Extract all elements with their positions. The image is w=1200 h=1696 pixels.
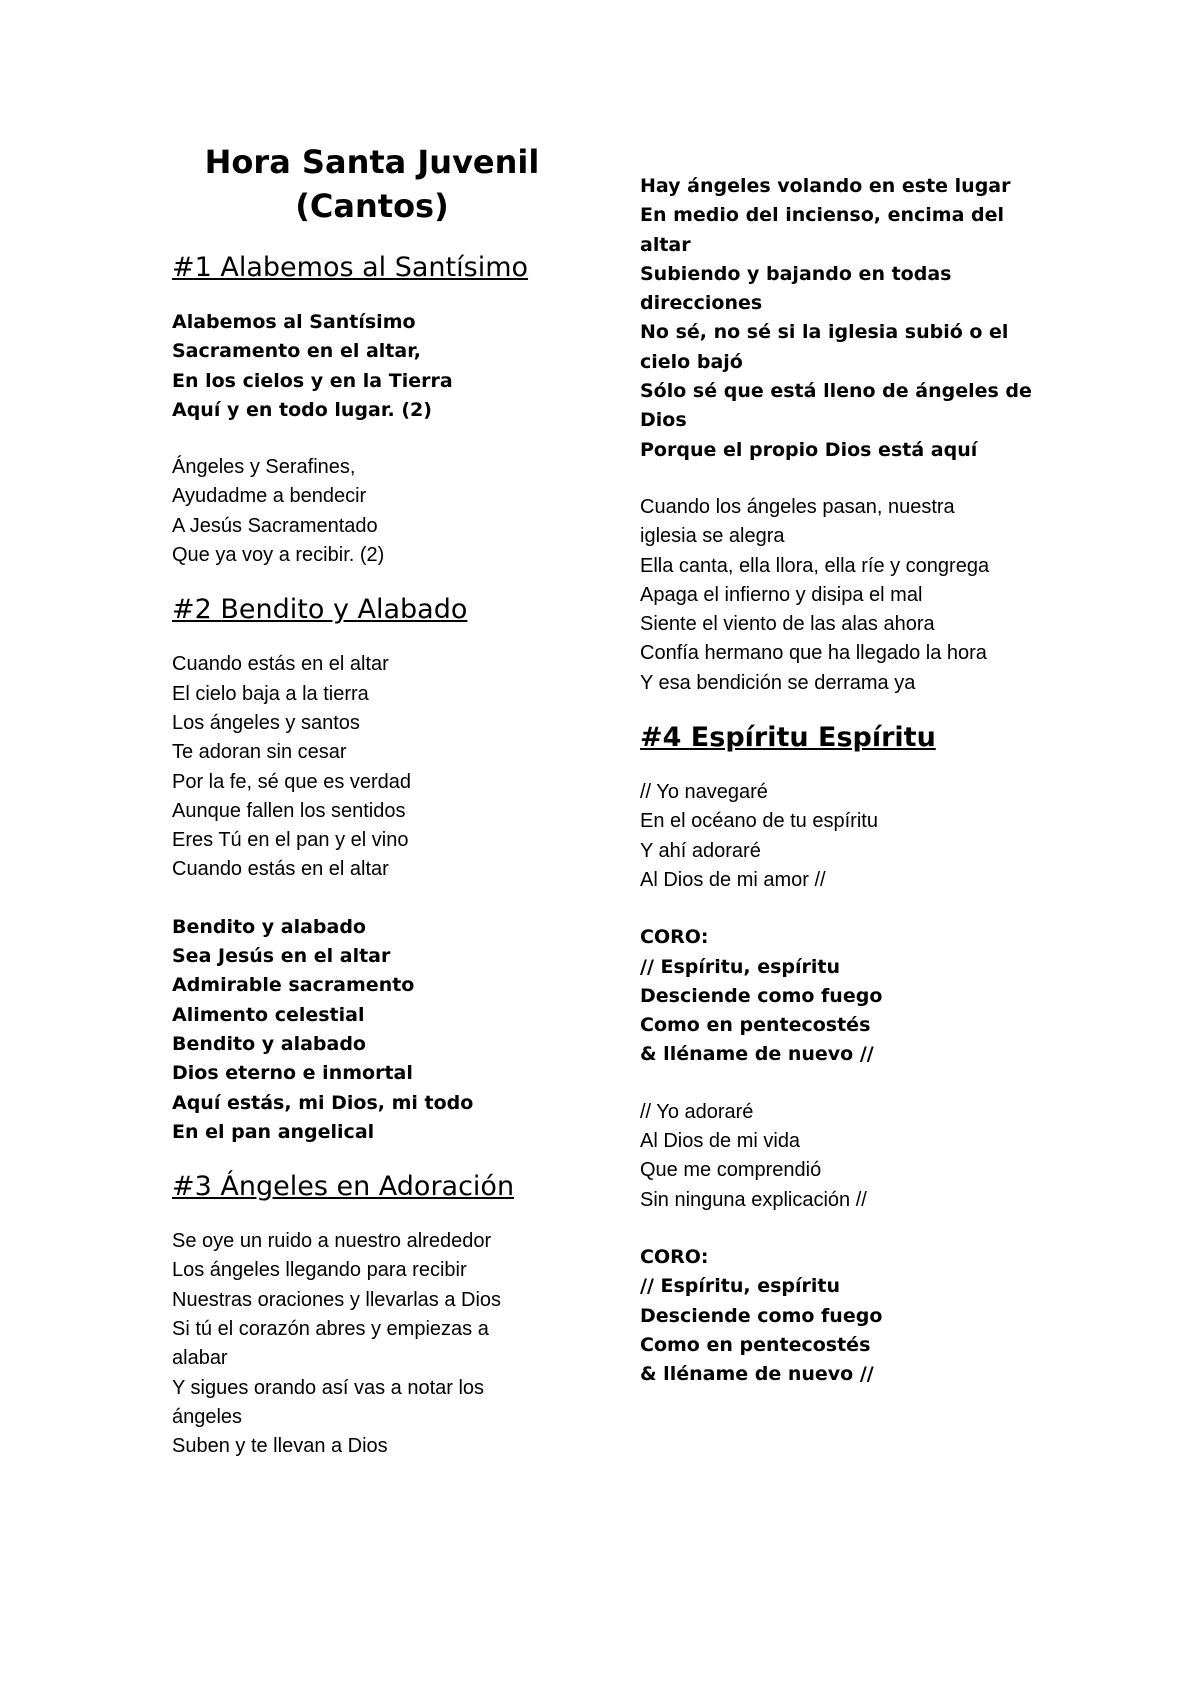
chorus (640, 1243, 1060, 1389)
lyric-line: En el océano de tu espíritu (640, 810, 878, 833)
lyric-line: Y sigues orando así vas a notar los (172, 1376, 485, 1399)
lyric-line: Que ya voy a recibir. (2) (172, 544, 385, 567)
stanza (172, 308, 592, 425)
lyric-line: Siente el viento de las alas ahora (640, 613, 935, 636)
lyric-line: En el pan angelical (172, 1120, 375, 1143)
lyric-line: altar (640, 233, 691, 256)
lyric-line: Y esa bendición se derrama ya (640, 671, 916, 694)
lyric-line: Cuando estás en el altar (172, 858, 389, 881)
lyric-line: Dios (640, 409, 687, 432)
lyric-line: Cuando estás en el altar (172, 653, 389, 676)
lyric-line: Desciende como fuego (640, 1304, 883, 1327)
lyric-line: Subiendo y bajando en todas (640, 262, 952, 285)
stanza (172, 650, 592, 884)
lyric-line: Admirable sacramento (172, 974, 415, 997)
lyric-line: Por la fe, sé que es verdad (172, 770, 412, 793)
lyric-line: // Espíritu, espíritu (640, 1275, 841, 1298)
lyric-line: Nuestras oraciones y llevarlas a Dios (172, 1288, 502, 1311)
lyric-line: Bendito y alabado (172, 1032, 366, 1055)
lyric-line: CORO: (640, 1245, 709, 1268)
lyric-line: Apaga el infierno y disipa el mal (640, 583, 923, 606)
lyric-line: Te adoran sin cesar (172, 741, 347, 764)
lyric-line: iglesia se alegra (640, 525, 785, 548)
lyric-line: Suben y te llevan a Dios (172, 1435, 388, 1458)
lyric-line: En medio del incienso, encima del (640, 204, 1005, 227)
stanza (640, 493, 1060, 698)
lyric-line: Cuando los ángeles pasan, nuestra (640, 495, 955, 518)
lyric-line: & lléname de nuevo // (640, 1043, 874, 1066)
lyric-line: Los ángeles llegando para recibir (172, 1259, 467, 1282)
lyric-line: Sólo sé que está lleno de ángeles de (640, 380, 1032, 403)
song-title-1: #1 Alabemos al Santísimo (172, 252, 529, 283)
lyric-line: Dios eterno e inmortal (172, 1062, 413, 1085)
lyric-line: Y ahí adoraré (640, 839, 761, 862)
lyric-line: ángeles (172, 1405, 243, 1428)
lyric-line: Aquí y en todo lugar. (2) (172, 398, 432, 421)
lyric-line: Aquí estás, mi Dios, mi todo (172, 1091, 474, 1114)
lyric-line: Bendito y alabado (172, 915, 366, 938)
lyric-line: A Jesús Sacramentado (172, 514, 378, 537)
lyric-line: Al Dios de mi amor // (640, 868, 826, 891)
lyric-line: No sé, no sé si la iglesia subió o el (640, 321, 1009, 344)
song-title-3: #3 Ángeles en Adoración (172, 1171, 515, 1203)
stanza (640, 778, 1060, 895)
lyric-line: Desciende como fuego (640, 984, 883, 1007)
lyric-line: Alimento celestial (172, 1003, 365, 1026)
stanza (172, 453, 592, 570)
stanza (172, 913, 592, 1147)
title-line-1: Hora Santa Juvenil (204, 143, 540, 181)
lyric-line: & lléname de nuevo // (640, 1363, 874, 1386)
lyric-line: Alabemos al Santísimo (172, 311, 416, 333)
stanza (172, 1227, 592, 1461)
lyric-line: Sea Jesús en el altar (172, 945, 391, 968)
lyric-line: Que me comprendió (640, 1159, 822, 1182)
lyric-line: Sacramento en el altar, (172, 340, 421, 363)
lyric-line: Ella canta, ella llora, ella ríe y congrega (640, 554, 990, 577)
lyric-line: El cielo baja a la tierra (172, 682, 369, 705)
stanza (640, 1098, 1060, 1215)
lyric-line: // Espíritu, espíritu (640, 955, 841, 978)
lyric-line: Eres Tú en el pan y el vino (172, 829, 409, 852)
lyric-line: Ángeles y Serafines, (172, 456, 356, 479)
song-title-2: #2 Bendito y Alabado (172, 594, 468, 626)
lyric-line: Al Dios de mi vida (640, 1130, 801, 1153)
lyric-line: Aunque fallen los sentidos (172, 799, 406, 822)
lyric-line: Ayudadme a bendecir (172, 485, 367, 508)
left-column (172, 140, 592, 1462)
song-title-4: #4 Espíritu Espíritu (640, 722, 936, 754)
lyric-line: // Yo navegaré (640, 781, 768, 804)
chorus (640, 923, 1060, 1069)
lyric-line: CORO: (640, 926, 709, 949)
lyric-line: Como en pentecostés (640, 1014, 871, 1037)
lyric-line: cielo bajó (640, 350, 743, 373)
stanza (640, 172, 1060, 465)
lyric-line: Hay ángeles volando en este lugar (640, 175, 1011, 197)
lyric-line: Confía hermano que ha llegado la hora (640, 642, 987, 665)
document-title (172, 140, 572, 228)
title-line-2: (Cantos) (295, 187, 449, 225)
lyric-line: direcciones (640, 292, 763, 315)
lyric-line: Si tú el corazón abres y empiezas a (172, 1318, 489, 1341)
lyric-line: Como en pentecostés (640, 1333, 871, 1356)
lyric-line: alabar (172, 1347, 228, 1370)
right-column (640, 172, 1060, 1389)
lyric-line: Porque el propio Dios está aquí (640, 438, 978, 461)
lyric-line: Sin ninguna explicación // (640, 1188, 867, 1211)
lyric-line: En los cielos y en la Tierra (172, 369, 453, 392)
lyric-line: Se oye un ruido a nuestro alrededor (172, 1230, 492, 1253)
lyric-line: Los ángeles y santos (172, 711, 360, 734)
lyric-line: // Yo adoraré (640, 1100, 754, 1123)
